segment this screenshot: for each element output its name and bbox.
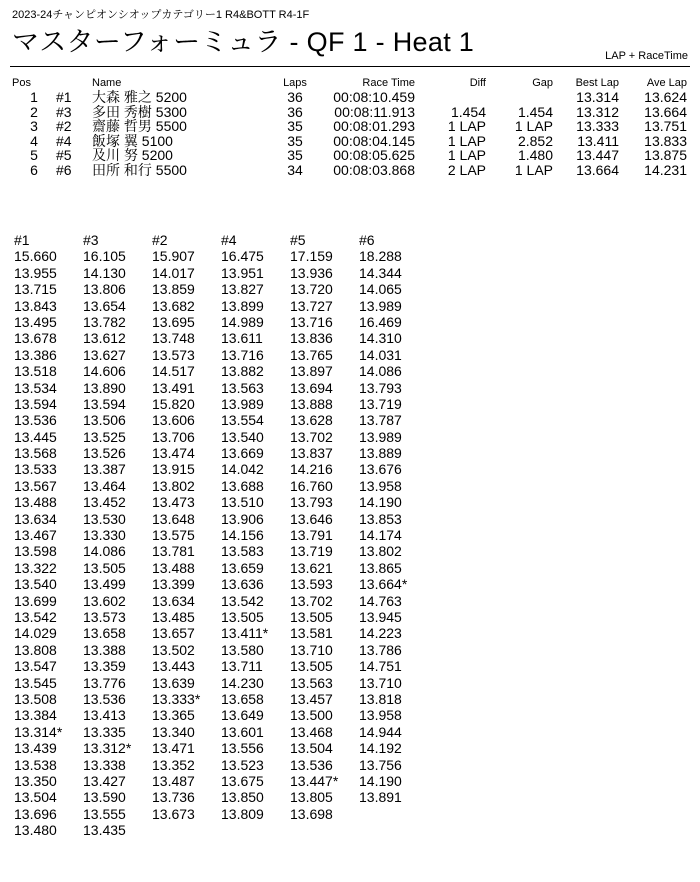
lap-time: 13.781 (152, 543, 195, 560)
lap-time: 13.756 (359, 756, 402, 773)
lap-time: 14.017 (152, 264, 195, 281)
lap-time: 13.538 (14, 756, 57, 773)
lap-time: 13.474 (152, 445, 195, 462)
lap-time: 13.606 (152, 412, 195, 429)
lap-time: 13.518 (14, 363, 57, 380)
lap-time: 13.335 (83, 723, 126, 740)
lap-time: 13.540 (14, 576, 57, 593)
lap-time: 13.915 (152, 461, 195, 478)
lap-time: 13.676 (359, 461, 402, 478)
result-gap: 1.480 (517, 147, 553, 164)
lap-time: 13.485 (152, 608, 195, 625)
lap-time: 13.695 (152, 313, 195, 330)
lap-time: 14.944 (359, 723, 402, 740)
result-driver-name: 多田 秀樹 5300 (92, 103, 187, 120)
lap-time: 13.580 (221, 641, 264, 658)
lap-time: 13.628 (290, 412, 333, 429)
lap-time: 16.469 (359, 313, 402, 330)
lap-time: 13.388 (83, 641, 126, 658)
result-ave-lap: 13.833 (644, 132, 687, 149)
lap-time: 13.699 (14, 592, 57, 609)
lap-time: 15.660 (14, 248, 57, 265)
lap-time: 13.488 (14, 494, 57, 511)
lap-time: 13.545 (14, 674, 57, 691)
lap-time: 13.776 (83, 674, 126, 691)
lap-time: 13.955 (14, 264, 57, 281)
event-subtitle: 2023-24チャンピオンシオップカテゴリー1 R4&BOTT R4-1F (12, 9, 310, 21)
lap-time: 13.696 (14, 805, 57, 822)
result-car-number: #5 (56, 147, 72, 164)
result-diff: 1.454 (450, 103, 486, 120)
result-laps: 35 (287, 147, 303, 164)
lap-time: 13.443 (152, 658, 195, 675)
lap-time: 13.505 (83, 559, 126, 576)
lap-time: 13.836 (290, 330, 333, 347)
lap-time: 13.669 (221, 445, 264, 462)
lap-time: 13.989 (359, 297, 402, 314)
result-row (0, 90, 700, 105)
lap-time: 13.525 (83, 428, 126, 445)
lap-time: 13.350 (14, 772, 57, 789)
result-laps: 36 (287, 89, 303, 105)
result-row (0, 134, 700, 149)
lap-time: 14.223 (359, 625, 402, 642)
lap-time: 13.716 (290, 313, 333, 330)
result-race-time: 00:08:11.913 (334, 103, 415, 120)
lap-time: 13.581 (290, 625, 333, 642)
lap-time: 13.534 (14, 379, 57, 396)
lap-time: 13.411* (221, 625, 269, 642)
lap-time: 13.312* (83, 740, 132, 757)
lap-time: 13.951 (221, 264, 264, 281)
lap-time: 16.475 (221, 248, 264, 265)
lap-time: 13.387 (83, 461, 126, 478)
lap-time: 13.787 (359, 412, 402, 429)
result-ave-lap: 13.875 (644, 147, 687, 164)
lap-time: 13.837 (290, 445, 333, 462)
lap-time: 13.508 (14, 690, 57, 707)
header-divider (10, 66, 690, 67)
result-pos: 2 (30, 103, 38, 120)
result-row (0, 105, 700, 120)
lap-time: 13.583 (221, 543, 264, 560)
lap-time: 14.751 (359, 658, 402, 675)
lap-time: 14.216 (290, 461, 333, 478)
lap-time: 14.174 (359, 527, 402, 544)
lap-time: 13.526 (83, 445, 126, 462)
result-best-lap: 13.314 (576, 89, 619, 105)
lap-time: 13.793 (359, 379, 402, 396)
result-pos: 6 (30, 161, 38, 178)
lap-time: 13.439 (14, 740, 57, 757)
lap-time: 13.505 (290, 658, 333, 675)
lap-time: 13.554 (221, 412, 264, 429)
lap-time: 13.694 (290, 379, 333, 396)
result-best-lap: 13.312 (576, 103, 619, 120)
lap-time: 14.310 (359, 330, 402, 347)
lap-time: 13.720 (290, 281, 333, 298)
result-driver-name: 飯塚 翼 5100 (92, 132, 173, 149)
lap-time: 13.989 (221, 395, 264, 412)
lap-time: 13.488 (152, 559, 195, 576)
lap-time: 13.906 (221, 510, 264, 527)
lap-time: 13.621 (290, 559, 333, 576)
lap-time: 13.702 (290, 428, 333, 445)
lap-time: 13.706 (152, 428, 195, 445)
lap-column-header: #3 (83, 232, 99, 248)
lap-column-header: #5 (290, 232, 306, 248)
lap-time: 13.805 (290, 789, 333, 806)
result-driver-name: 大森 雅之 5200 (92, 89, 187, 105)
result-ave-lap: 14.231 (644, 161, 687, 178)
lap-time: 14.606 (83, 363, 126, 380)
lap-time: 13.556 (221, 740, 264, 757)
lap-time: 13.888 (290, 395, 333, 412)
lap-time: 13.843 (14, 297, 57, 314)
result-row (0, 163, 700, 178)
lap-time: 13.471 (152, 740, 195, 757)
lap-time: 13.473 (152, 494, 195, 511)
lap-time: 13.989 (359, 428, 402, 445)
lap-time: 13.598 (14, 543, 57, 560)
lap-column (359, 232, 429, 806)
col-header-best-lap: Best Lap (575, 77, 619, 89)
result-laps: 36 (287, 103, 303, 120)
lap-time: 13.542 (14, 608, 57, 625)
lap-time: 13.850 (221, 789, 264, 806)
lap-time: 13.806 (83, 281, 126, 298)
lap-time: 13.340 (152, 723, 195, 740)
lap-time: 15.907 (152, 248, 195, 265)
lap-time: 13.435 (83, 822, 126, 839)
result-diff: 1 LAP (447, 147, 486, 164)
lap-time: 13.802 (359, 543, 402, 560)
lap-time: 14.130 (83, 264, 126, 281)
lap-time: 13.533 (14, 461, 57, 478)
lap-time: 13.899 (221, 297, 264, 314)
lap-time: 13.506 (83, 412, 126, 429)
results-body (0, 90, 700, 178)
lap-time: 13.413 (83, 707, 126, 724)
result-diff: 1 LAP (447, 132, 486, 149)
lap-time: 13.715 (14, 281, 57, 298)
result-laps: 34 (287, 161, 303, 178)
lap-time: 13.547 (14, 658, 57, 675)
lap-time: 13.673 (152, 805, 195, 822)
col-header-pos: Pos (12, 77, 31, 89)
lap-time: 13.593 (290, 576, 333, 593)
lap-time: 13.786 (359, 641, 402, 658)
lap-time: 13.675 (221, 772, 264, 789)
lap-time: 13.664* (359, 576, 408, 593)
result-ave-lap: 13.751 (644, 118, 687, 135)
lap-time: 14.517 (152, 363, 195, 380)
lap-time: 13.467 (14, 527, 57, 544)
lap-time: 13.333* (152, 690, 201, 707)
lap-column-header: #4 (221, 232, 237, 248)
lap-time: 13.495 (14, 313, 57, 330)
lap-time: 13.536 (14, 412, 57, 429)
lap-time: 13.719 (359, 395, 402, 412)
results-table (0, 76, 700, 178)
lap-time: 13.499 (83, 576, 126, 593)
result-row (0, 119, 700, 134)
lap-time: 13.510 (221, 494, 264, 511)
lap-time: 13.314* (14, 723, 63, 740)
lap-time: 13.958 (359, 477, 402, 494)
lap-time: 13.386 (14, 346, 57, 363)
lap-time: 13.719 (290, 543, 333, 560)
result-pos: 1 (30, 89, 38, 105)
lap-time: 13.365 (152, 707, 195, 724)
lap-time: 13.791 (290, 527, 333, 544)
lap-time: 13.890 (83, 379, 126, 396)
lap-time: 13.958 (359, 707, 402, 724)
lap-time: 13.530 (83, 510, 126, 527)
result-driver-name: 及川 努 5200 (92, 147, 173, 164)
lap-time: 13.636 (221, 576, 264, 593)
lap-time: 13.793 (290, 494, 333, 511)
lap-time: 13.678 (14, 330, 57, 347)
result-gap: 1 LAP (514, 118, 553, 135)
lap-time: 13.853 (359, 510, 402, 527)
lap-time: 13.540 (221, 428, 264, 445)
result-best-lap: 13.411 (577, 132, 619, 149)
lap-time: 13.567 (14, 477, 57, 494)
result-ave-lap: 13.664 (644, 103, 687, 120)
lap-time: 13.602 (83, 592, 126, 609)
result-diff: 1 LAP (447, 118, 486, 135)
lap-time: 13.594 (14, 395, 57, 412)
lap-time: 13.710 (359, 674, 402, 691)
lap-time: 13.688 (221, 477, 264, 494)
lap-time: 13.468 (290, 723, 333, 740)
result-car-number: #3 (56, 103, 72, 120)
lap-time: 13.865 (359, 559, 402, 576)
lap-time: 13.736 (152, 789, 195, 806)
lap-time: 13.502 (152, 641, 195, 658)
report-type-badge: LAP + RaceTime (605, 50, 688, 62)
lap-time: 13.782 (83, 313, 126, 330)
lap-time: 13.711 (221, 658, 263, 675)
lap-time: 13.802 (152, 477, 195, 494)
col-header-name: Name (92, 77, 122, 89)
lap-time: 14.763 (359, 592, 402, 609)
lap-column-header: #1 (14, 232, 30, 248)
lap-column (14, 232, 84, 838)
lap-time: 14.042 (221, 461, 264, 478)
lap-time: 13.634 (14, 510, 57, 527)
result-laps: 35 (287, 132, 303, 149)
result-car-number: #2 (56, 118, 72, 135)
result-car-number: #6 (56, 161, 72, 178)
lap-time: 15.820 (152, 395, 195, 412)
lap-time: 16.105 (83, 248, 126, 265)
lap-time: 13.536 (290, 756, 333, 773)
result-pos: 3 (30, 118, 38, 135)
lap-time: 13.716 (221, 346, 264, 363)
lap-time: 14.029 (14, 625, 57, 642)
result-pos: 5 (30, 147, 38, 164)
result-car-number: #1 (56, 89, 72, 105)
lap-time: 13.594 (83, 395, 126, 412)
lap-column (83, 232, 153, 838)
result-gap: 1.454 (517, 103, 553, 120)
lap-time: 13.452 (83, 494, 126, 511)
lap-time: 13.573 (152, 346, 195, 363)
lap-time: 13.748 (152, 330, 195, 347)
result-best-lap: 13.447 (576, 147, 619, 164)
lap-time: 13.505 (221, 608, 264, 625)
page-title: マスターフォーミュラ - QF 1 - Heat 1 (12, 27, 475, 57)
lap-time: 13.710 (290, 641, 333, 658)
lap-time: 13.648 (152, 510, 195, 527)
lap-column (221, 232, 291, 822)
lap-time: 13.827 (221, 281, 264, 298)
lap-time: 13.384 (14, 707, 57, 724)
lap-time: 13.330 (83, 527, 126, 544)
result-best-lap: 13.664 (576, 161, 619, 178)
lap-time: 13.698 (290, 805, 333, 822)
lap-time: 13.536 (83, 690, 126, 707)
lap-time: 14.989 (221, 313, 264, 330)
lap-time: 13.611 (221, 330, 263, 347)
lap-time: 13.563 (290, 674, 333, 691)
lap-time: 13.573 (83, 608, 126, 625)
lap-time: 14.031 (359, 346, 402, 363)
lap-time: 13.659 (221, 559, 264, 576)
lap-time: 13.505 (290, 608, 333, 625)
lap-time: 14.065 (359, 281, 402, 298)
lap-time: 13.646 (290, 510, 333, 527)
lap-time: 13.445 (14, 428, 57, 445)
lap-time: 13.897 (290, 363, 333, 380)
lap-time: 13.338 (83, 756, 126, 773)
lap-time: 13.480 (14, 822, 57, 839)
lap-time: 14.230 (221, 674, 264, 691)
lap-column-header: #2 (152, 232, 168, 248)
lap-time: 13.504 (290, 740, 333, 757)
result-race-time: 00:08:01.293 (333, 118, 415, 135)
result-race-time: 00:08:04.145 (333, 132, 415, 149)
lap-time: 17.159 (290, 248, 333, 265)
lap-time: 13.882 (221, 363, 264, 380)
lap-time: 13.491 (152, 379, 195, 396)
lap-time: 14.190 (359, 494, 402, 511)
lap-time: 13.649 (221, 707, 264, 724)
lap-time: 13.727 (290, 297, 333, 314)
result-race-time: 00:08:05.625 (333, 147, 415, 164)
lap-time: 13.612 (83, 330, 126, 347)
lap-time: 13.634 (152, 592, 195, 609)
col-header-ave-lap: Ave Lap (646, 77, 687, 89)
lap-time: 13.352 (152, 756, 195, 773)
lap-time: 13.427 (83, 772, 126, 789)
result-driver-name: 田所 和行 5500 (92, 161, 187, 178)
lap-time: 13.945 (359, 608, 402, 625)
lap-time: 14.190 (359, 772, 402, 789)
lap-time: 13.322 (14, 559, 57, 576)
lap-column (152, 232, 222, 822)
result-car-number: #4 (56, 132, 72, 149)
lap-time: 13.447* (290, 772, 339, 789)
lap-time: 13.575 (152, 527, 195, 544)
lap-time: 13.523 (221, 756, 264, 773)
lap-time: 13.555 (83, 805, 126, 822)
lap-time: 13.658 (83, 625, 126, 642)
lap-time: 13.590 (83, 789, 126, 806)
result-row (0, 148, 700, 163)
lap-time: 13.702 (290, 592, 333, 609)
lap-time: 13.765 (290, 346, 333, 363)
col-header-race-time: Race Time (362, 77, 415, 89)
lap-column (290, 232, 360, 822)
lap-time: 13.500 (290, 707, 333, 724)
result-diff: 2 LAP (447, 161, 486, 178)
lap-time: 13.542 (221, 592, 264, 609)
col-header-diff: Diff (469, 77, 486, 89)
lap-time: 14.086 (359, 363, 402, 380)
lap-time: 13.601 (221, 723, 264, 740)
lap-time: 13.399 (152, 576, 195, 593)
lap-time: 18.288 (359, 248, 402, 265)
result-race-time: 00:08:03.868 (333, 161, 415, 178)
lap-time: 13.464 (83, 477, 126, 494)
result-pos: 4 (30, 132, 38, 149)
lap-time: 13.359 (83, 658, 126, 675)
lap-time: 14.344 (359, 264, 402, 281)
lap-time: 13.657 (152, 625, 195, 642)
result-laps: 35 (287, 118, 303, 135)
result-best-lap: 13.333 (576, 118, 619, 135)
lap-time: 13.859 (152, 281, 195, 298)
result-gap: 2.852 (517, 132, 553, 149)
lap-time: 13.682 (152, 297, 195, 314)
lap-time: 13.568 (14, 445, 57, 462)
lap-time: 14.156 (221, 527, 264, 544)
result-race-time: 00:08:10.459 (333, 89, 415, 105)
lap-time: 13.889 (359, 445, 402, 462)
lap-time: 13.818 (359, 690, 402, 707)
lap-time: 13.487 (152, 772, 195, 789)
lap-time: 13.658 (221, 690, 264, 707)
lap-time: 13.563 (221, 379, 264, 396)
lap-time: 13.627 (83, 346, 126, 363)
lap-time: 13.936 (290, 264, 333, 281)
lap-time: 13.504 (14, 789, 57, 806)
result-ave-lap: 13.624 (644, 89, 687, 105)
lap-column-header: #6 (359, 232, 375, 248)
lap-time: 13.654 (83, 297, 126, 314)
lap-time: 13.891 (359, 789, 402, 806)
lap-time: 13.457 (290, 690, 333, 707)
lap-time: 16.760 (290, 477, 333, 494)
results-header-row (0, 76, 700, 90)
result-driver-name: 齋藤 哲男 5500 (92, 118, 187, 135)
lap-time: 13.639 (152, 674, 195, 691)
col-header-laps: Laps (283, 77, 307, 89)
result-gap: 1 LAP (514, 161, 553, 178)
lap-time: 14.086 (83, 543, 126, 560)
lap-time: 13.809 (221, 805, 264, 822)
lap-time: 13.808 (14, 641, 57, 658)
col-header-gap: Gap (532, 77, 553, 89)
lap-time: 14.192 (359, 740, 402, 757)
